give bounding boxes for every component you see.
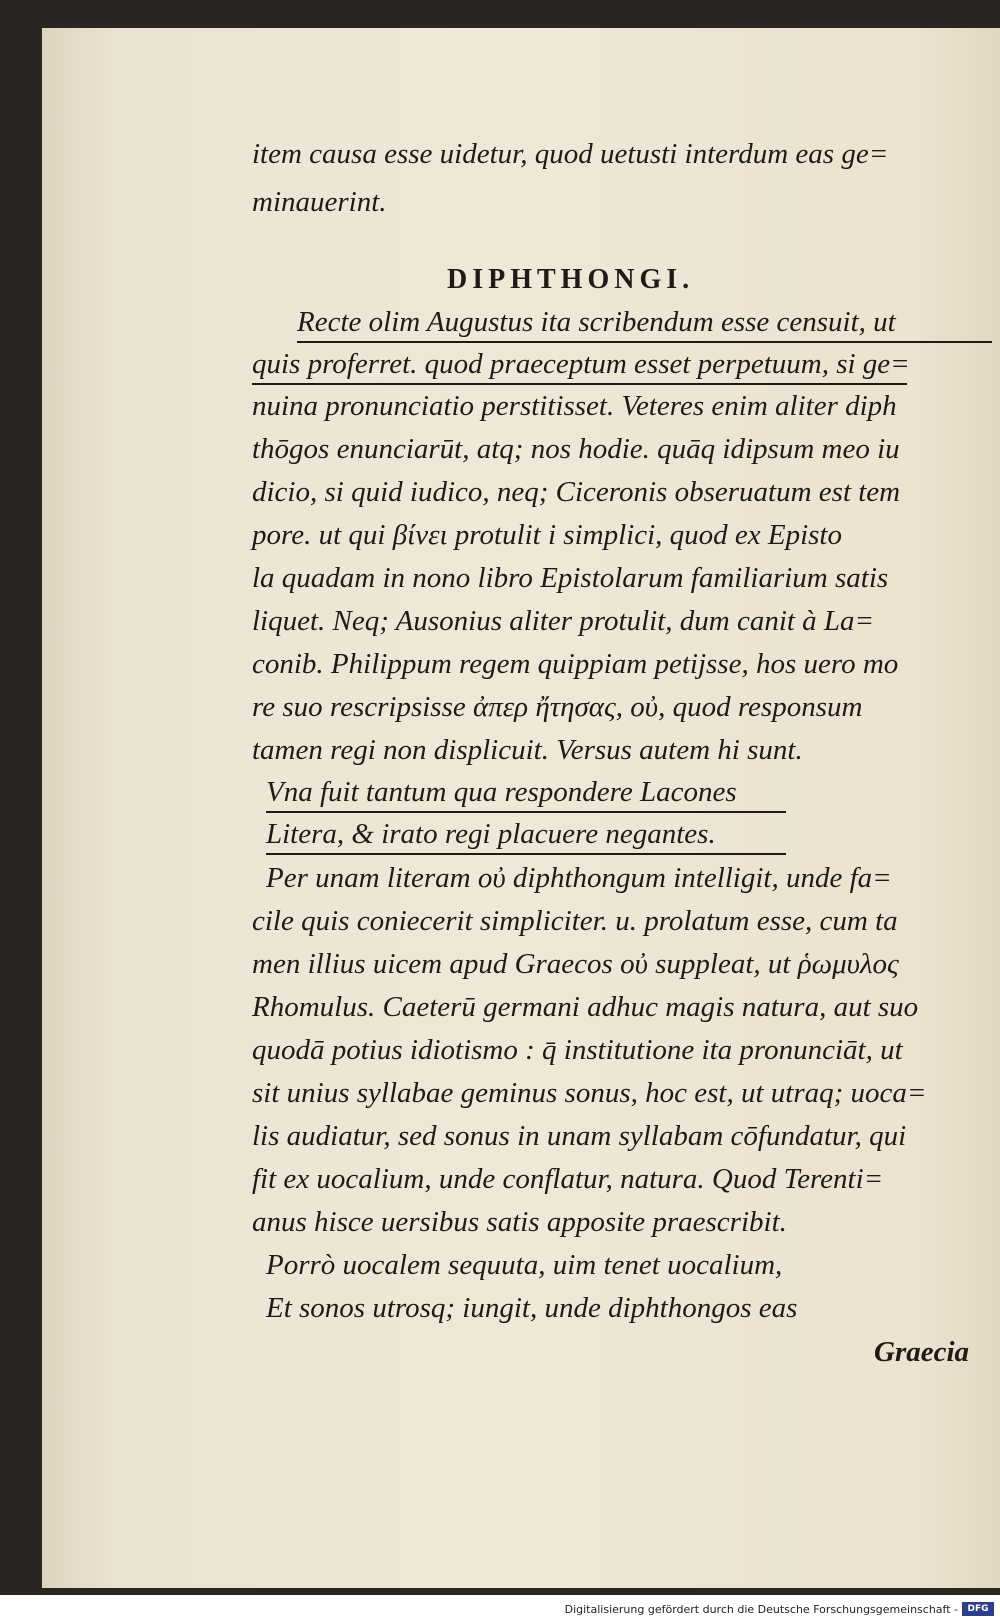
text-line: cile quis coniecerit simpliciter. u. prolatum esse, cum ta <box>252 905 898 937</box>
text-line: la quadam in nono libro Epistolarum familiarium satis <box>252 562 889 594</box>
manuscript-underline <box>266 811 786 813</box>
section-heading: DIPHTHONGI. <box>447 264 695 295</box>
verse-line: Litera, & irato regi placuere negantes. <box>266 818 716 850</box>
text-line: tamen regi non displicuit. Versus autem hi sunt. <box>252 734 803 766</box>
text-line: men illius uicem apud Graecos οὐ suppleat, ut ῥωμυλος <box>252 948 899 980</box>
text-line: dicio, si quid iudico, neq; Ciceronis obseruatum est tem <box>252 476 901 508</box>
text-line: minauerint. <box>252 186 387 218</box>
text-line: thōgos enunciarūt, atq; nos hodie. quāq idipsum meo iu <box>252 433 900 465</box>
dfg-logo: DFG <box>962 1602 994 1616</box>
text-line: quodā potius idiotismo : q̄ institutione ita pronunciāt, ut <box>252 1034 903 1066</box>
digitization-footer <box>0 1595 1000 1623</box>
funding-credit: Digitalisierung gefördert durch die Deutsche Forschungsgemeinschaft - <box>564 1603 958 1616</box>
text-line: lis audiatur, sed sonus in unam syllabam cōfundatur, qui <box>252 1120 907 1152</box>
verse-line: Et sonos utrosq; iungit, unde diphthongos eas <box>266 1292 798 1324</box>
book-page <box>42 28 1000 1588</box>
catchword: Graecia <box>874 1336 970 1368</box>
text-line: item causa esse uidetur, quod uetusti interdum eas ge= <box>252 138 889 170</box>
text-line: fit ex uocalium, unde conflatur, natura. Quod Terenti= <box>252 1163 884 1195</box>
text-line: nuina pronunciatio perstitisset. Veteres enim aliter diph <box>252 390 897 422</box>
text-line: conib. Philippum regem quippiam petijsse, hos uero mo <box>252 648 899 680</box>
text-line: liquet. Neq; Ausonius aliter protulit, dum canit à La= <box>252 605 875 637</box>
text-line: pore. ut qui βίνει protulit i simplici, quod ex Episto <box>252 519 842 551</box>
verse-line: Porrò uocalem sequuta, uim tenet uocalium, <box>266 1249 783 1281</box>
text-line: Rhomulus. Caeterū germani adhuc magis natura, aut suo <box>252 991 919 1023</box>
manuscript-underline <box>266 853 786 855</box>
text-line: re suo rescripsisse ἀπερ ἤτησας, οὐ, quod responsum <box>252 691 863 723</box>
text-line: anus hisce uersibus satis apposite praescribit. <box>252 1206 787 1238</box>
text-line: quis proferret. quod praeceptum esset perpetuum, si ge= <box>252 348 910 380</box>
manuscript-underline <box>297 341 992 343</box>
verse-line: Vna fuit tantum qua respondere Lacones <box>266 776 737 808</box>
manuscript-underline <box>252 383 907 385</box>
text-line: Per unam literam οὐ diphthongum intelligit, unde fa= <box>266 862 892 894</box>
text-line: Recte olim Augustus ita scribendum esse censuit, ut <box>297 306 896 338</box>
text-line: sit unius syllabae geminus sonus, hoc est, ut utraq; uoca= <box>252 1077 927 1109</box>
